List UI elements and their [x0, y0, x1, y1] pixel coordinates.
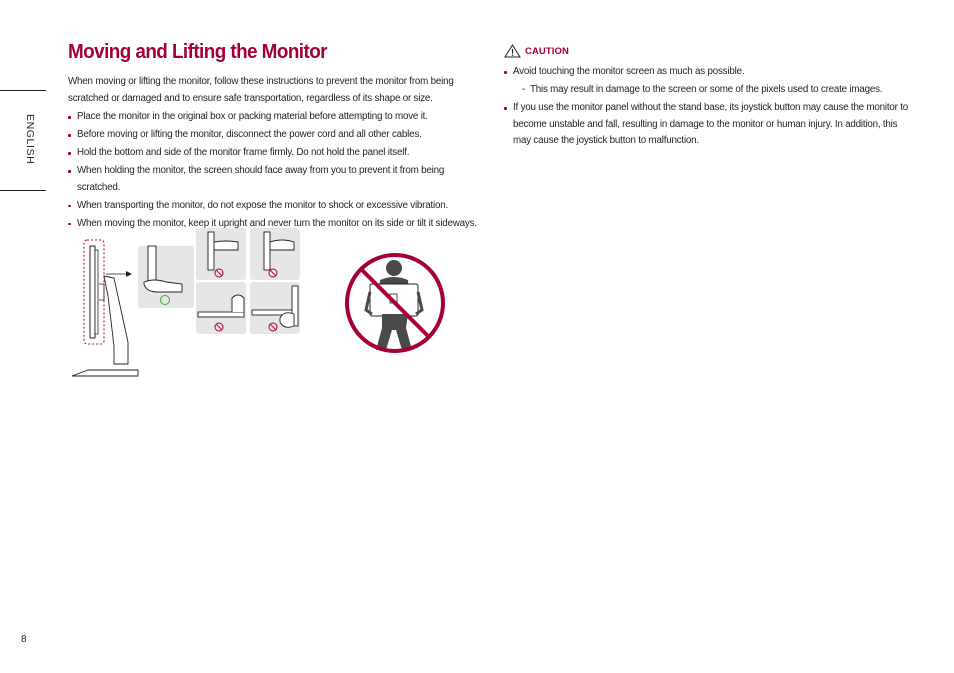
main-column: [68, 40, 480, 234]
sidebar-rule-top: [0, 90, 46, 91]
hold-wrong-panel-2: [250, 228, 300, 280]
list-item: Hold the bottom and side of the monitor frame firmly. Do not hold the panel itself.: [68, 145, 480, 162]
list-item: Avoid touching the monitor screen as much as possible.: [504, 64, 914, 81]
list-item: When moving the monitor, keep it upright and never turn the monitor on its side or tilt it sideways.: [68, 216, 480, 233]
caution-column: [504, 44, 914, 151]
hold-wrong-panel-1: [196, 228, 246, 280]
caution-list-2: [504, 100, 914, 150]
list-item: Before moving or lifting the monitor, disconnect the power cord and all other cables.: [68, 127, 480, 144]
list-item: When holding the monitor, the screen should face away from you to prevent it from being scratched.: [68, 163, 480, 196]
hold-wrong-panel-3: [196, 282, 246, 334]
caution-sub-text: This may result in damage to the screen or some of the pixels used to create images.: [529, 84, 883, 95]
list-item: When transporting the monitor, do not expose the monitor to shock or excessive vibration.: [68, 198, 480, 215]
handling-illustration: [68, 226, 304, 380]
caution-sub-item: - This may result in damage to the screen or some of the pixels used to create images.: [522, 84, 883, 95]
intro-paragraph: When moving or lifting the monitor, follow these instructions to prevent the monitor from being scratched or damaged and to ensure safe transportation, regardless of its shape or size.: [68, 76, 454, 104]
prohibited-carry-illustration: [342, 250, 448, 356]
person-carrying-monitor: [366, 260, 422, 350]
warning-triangle-icon: [504, 44, 521, 58]
instruction-list: [68, 109, 480, 232]
monitor-side-view: [72, 240, 138, 376]
list-item: If you use the monitor panel without the stand base, its joystick button may cause the monitor to become unstable and fall, resulting in damage to the monitor or human injury. In addition, this may cause the joystick button to malfunction.: [504, 100, 914, 150]
page-title: Moving and Lifting the Monitor: [68, 40, 327, 63]
caution-list: [504, 64, 914, 81]
caution-label: CAUTION: [525, 45, 569, 57]
language-tab: ENGLISH: [24, 114, 36, 165]
hold-wrong-panel-4: [250, 282, 300, 334]
page-number: 8: [21, 634, 27, 645]
list-item: Place the monitor in the original box or packing material before attempting to move it.: [68, 109, 480, 126]
hold-correct-panel: [138, 246, 194, 308]
sidebar-rule-bottom: [0, 190, 46, 191]
caution-header: [504, 44, 914, 58]
